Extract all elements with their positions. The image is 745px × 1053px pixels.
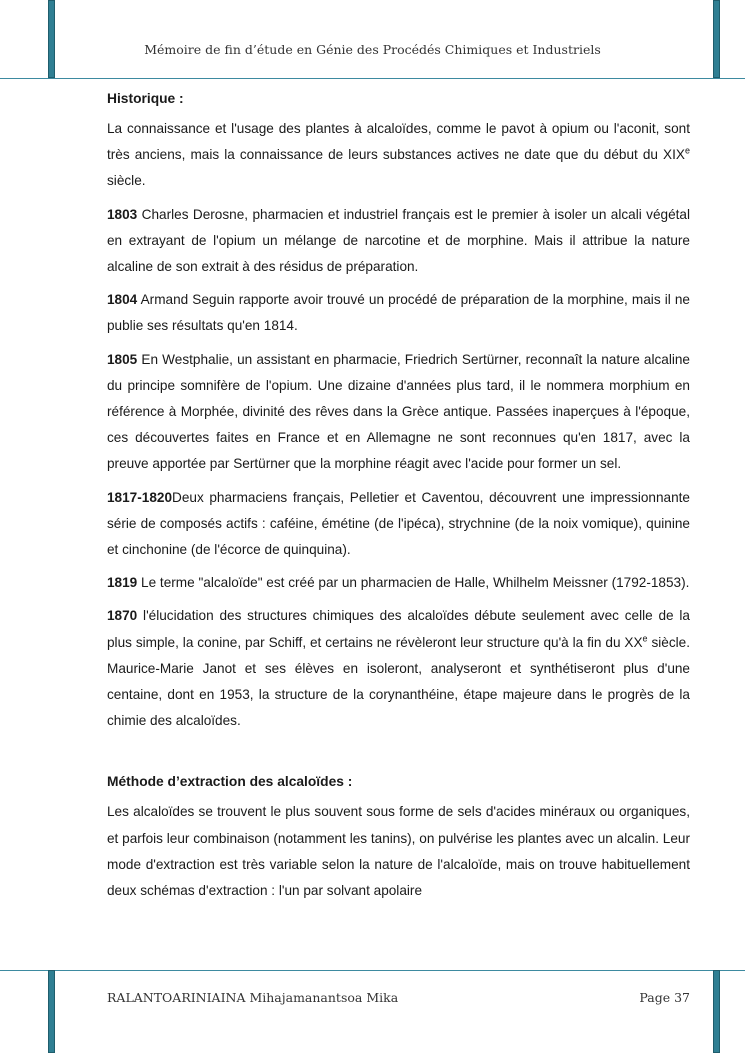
intro-paragraph: La connaissance et l'usage des plantes à alcaloïdes, comme le pavot à opium ou l'aconit, sont très anciens, mais la connaissance de leurs substances actives ne date que du début du XIXe siècle. <box>107 121 690 189</box>
section-heading-historique: Historique : <box>107 91 184 106</box>
footer-page-number: Page 37 <box>639 990 690 1005</box>
footer-left-bar <box>48 970 55 1053</box>
history-entry <box>107 287 690 339</box>
footer-right-bar <box>713 970 720 1053</box>
header-right-bar <box>713 0 720 78</box>
history-entry <box>107 485 690 564</box>
entry-year: 1819 <box>107 575 138 591</box>
entry-text: Deux pharmaciens français, Pelletier et Caventou, découvrent une impressionnante série de composés actifs : caféine, émétine (de l'ipéca), strychnine (de la noix vomique), quinine et cinchonine (de l'écorce de quinquina). <box>107 489 690 558</box>
entry-year: 1805 <box>107 351 138 367</box>
history-entry <box>107 570 690 596</box>
entry-year: 1817-1820 <box>107 489 173 505</box>
entry-text: Charles Derosne, pharmacien et industriel français est le premier à isoler un alcali végétal en extrayant de l'opium un mélange de narcotine et de morphine. Mais il attribue la nature alcaline de son extrait à des résidus de préparation. <box>107 206 690 275</box>
entry-year: 1803 <box>107 206 138 222</box>
history-entry <box>107 347 690 478</box>
header-rule <box>0 78 745 79</box>
page-header-title: Mémoire de fin d’étude en Génie des Procédés Chimiques et Industriels <box>144 42 601 57</box>
entry-year: 1804 <box>107 292 138 308</box>
history-entry: 1870 l'élucidation des structures chimiques des alcaloïdes débute seulement avec celle de la plus simple, la conine, par Schiff, et certains ne révèleront leur structure qu'à la fin du XXe siècle. Maurice-Marie Janot et ses élèves en isoleront, analyseront et synthétiseront plus d'une centaine, dont en 1953, la structure de la corynanthéine, étape majeure dans le progrès de la chimie des alcaloïdes. <box>107 608 690 729</box>
page-footer <box>107 990 690 1005</box>
footer-rule <box>0 970 745 971</box>
entry-text: l'élucidation des structures chimiques des alcaloïdes débute seulement avec celle de la plus simple, la conine, par Schiff, et certains ne révèleront leur structure qu'à la fin du XX <box>107 608 690 650</box>
document-body <box>107 88 690 911</box>
entry-text: En Westphalie, un assistant en pharmacie, Friedrich Sertürner, reconnaît la nature alcaline du principe somnifère de l'opium. Une dizaine d'années plus tard, il le nommera morphium en référence à Morphée, divinité des rêves dans la Grèce antique. Passées inaperçues à l'époque, ces découvertes faites en France et en Allemagne ne sont reconnues qu'en 1817, avec la preuve apportée par Sertürner que la morphine réagit avec l'acide pour former un sel. <box>107 351 690 472</box>
entry-year: 1870 <box>107 608 138 624</box>
header-left-bar <box>48 0 55 78</box>
history-entry <box>107 202 690 281</box>
entry-text: Armand Seguin rapporte avoir trouvé un procédé de préparation de la morphine, mais il ne publie ses résultats qu'en 1814. <box>107 292 690 334</box>
entry-text: Le terme "alcaloïde" est créé par un pharmacien de Halle, Whilhelm Meissner (1792-1853). <box>137 575 690 591</box>
section-heading-methode: Méthode d’extraction des alcaloïdes : <box>107 774 353 790</box>
extraction-paragraph: Les alcaloïdes se trouvent le plus souvent sous forme de sels d'acides minéraux ou organiques, et parfois leur combinaison (notamment les tanins), on pulvérise les plantes avec un alcalin. Leur mode d'extraction est très variable selon la nature de l'alcaloïde, mais on trouve habituellement deux schémas d'extraction : l'un par solvant apolaire <box>107 804 690 899</box>
footer-author: RALANTOARINIAINA Mihajamanantsoa Mika <box>107 990 399 1005</box>
